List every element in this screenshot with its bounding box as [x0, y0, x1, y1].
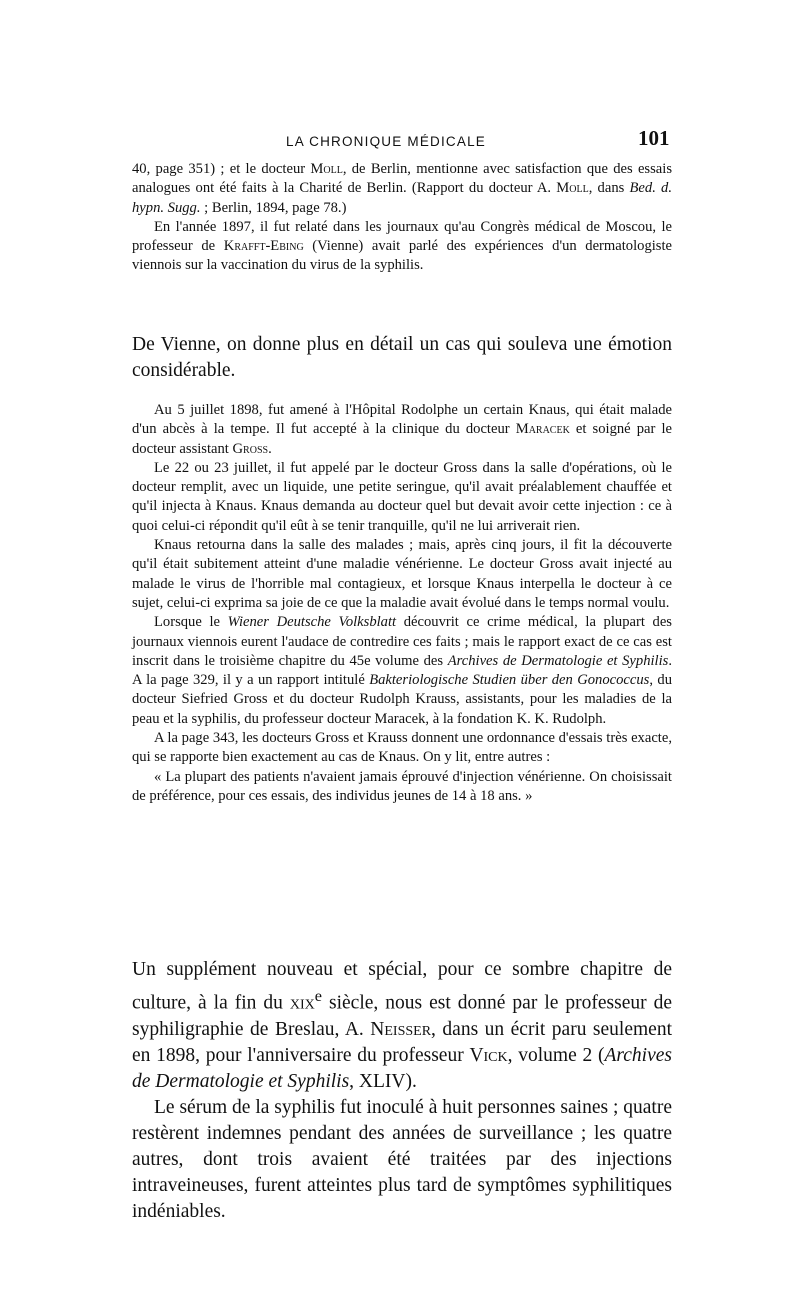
text-run: A la page 343, les docteurs Gross et Krauss donnent une ordonnance d'essais très exacte, qui se rapporte bien exactement au cas de Knaus. On y lit, entre autres :	[132, 730, 672, 766]
knaus-case-paragraphs	[132, 401, 672, 806]
text-run: En l'année 1897, il fut relaté dans les journaux qu'au Congrès médical de Moscou, le professeur de	[132, 218, 672, 255]
text-run: .	[268, 440, 272, 457]
italic-run: Wiener Deutsche Volksblatt	[227, 614, 397, 631]
text-run: siècle, nous est donné par le professeur de syphiligraphie de Breslau, A.	[132, 992, 673, 1040]
paragraph	[132, 459, 672, 536]
small-caps-run: Krafft-Ebing	[223, 238, 304, 255]
paragraph	[132, 536, 672, 613]
italic-run: Archives de Dermatologie et Syphilis	[447, 652, 669, 669]
neisser-section	[132, 957, 672, 1225]
quote-paragraph	[132, 768, 672, 807]
text-run: Knaus retourna dans la salle des malades ; mais, après cinq jours, il fit la découverte qu'il était subitement atteint d'une maladie vénérienne. Le docteur Gross avait injecté au malade le virus de l'horrible mal contagieux, et lorsque Knaus interpella le docteur à ce sujet, celui-ci exprima sa joie de ce que la maladie avait évolué dans le temps normal voulu.	[132, 537, 672, 611]
text-run: « La plupart des patients n'avaient jamais éprouvé d'injection vénérienne. On choisissait de préférence, pour ces essais, des individus jeunes de 14 à 18 ans. »	[132, 768, 672, 804]
small-caps-run: xix	[289, 992, 315, 1014]
intro-paragraphs	[132, 160, 672, 276]
text-run: Le 22 ou 23 juillet, il fut appelé par le docteur Gross dans la salle d'opérations, où le docteur remplit, avec un liquide, une petite seringue, qu'il avait préalablement chauffée et qu'il injecta à Knaus. Knaus demanda au docteur quel but devait avoir cette injection : ce à quoi celui-ci répondit qu'il eût à se tenir tranquille, qu'il ne lui arriverait rien.	[132, 459, 672, 534]
text-run: et soigné par le docteur assistant	[132, 421, 672, 457]
text-run: Le sérum de la syphilis fut inoculé à huit personnes saines ; quatre restèrent indemnes pendant des années de surveillance ; les quatre autres, dont trois avaient été traitées par des injections intraveineuses, furent atteintes plus tard de symptômes syphilitiques indéniables.	[132, 1096, 672, 1222]
text-run: ; Berlin, 1894, page 78.)	[200, 199, 347, 216]
small-caps-run: Gross	[232, 440, 269, 457]
text-run: Un supplément nouveau et spécial, pour ce sombre chapitre de culture, à la fin du	[132, 959, 672, 1014]
text-run: Lorsque le	[154, 614, 228, 631]
small-caps-run: Moll	[310, 161, 343, 177]
lead-paragraph	[132, 957, 672, 1095]
small-caps-run: Maracek	[515, 421, 570, 438]
small-caps-run: Vick	[469, 1044, 508, 1066]
superscript-run: e	[314, 987, 323, 1005]
page-number: 101	[638, 126, 670, 150]
text-run: (Vienne) avait parlé des expériences d'un dermatologiste viennois sur la vaccination du virus de la syphilis.	[132, 238, 673, 274]
text-run: découvrit ce crime médical, la plupart des journaux viennois eurent l'audace de contredire ces faits ; mais le rapport exact de ce cas est inscrit dans le troisième chapitre du 45e volume des	[132, 614, 672, 669]
running-header	[286, 126, 670, 156]
text-run: , de Berlin, mentionne avec satisfaction que des essais analogues ont été faits à la Charité de Berlin. (Rapport du docteur A.	[132, 161, 672, 197]
italic-run: Bed. d. hypn. Sugg.	[132, 180, 673, 216]
text-run: . A la page 329, il y a un rapport intitulé	[132, 652, 672, 689]
paragraph	[132, 160, 672, 218]
text-run: , dans un écrit paru seulement en 1898, pour l'anniversaire du professeur	[132, 1018, 672, 1066]
paragraph	[132, 613, 672, 729]
text-run: , du docteur Siefried Gross et du docteur Rudolph Krauss, assistants, pour les maladies de la peau et la syphilis, du professeur docteur Maracek, à la fondation K. K. Rudolph.	[132, 672, 672, 727]
paragraph	[132, 729, 672, 768]
italic-run: Archives de Dermatologie et Syphilis	[132, 1044, 672, 1092]
small-caps-run: Neisser	[370, 1018, 432, 1040]
text-run: 40, page 351) ; et le docteur	[132, 161, 311, 177]
text-run: , volume 2 (	[507, 1044, 605, 1066]
lead-paragraph: De Vienne, on donne plus en détail un cas qui souleva une émotion considérable.	[132, 334, 672, 381]
italic-run: Bakteriologische Studien über den Gonococcus	[369, 672, 650, 689]
paragraph	[132, 401, 672, 459]
text-run: , XLIV).	[349, 1070, 417, 1092]
section-lead-vienne	[132, 332, 672, 384]
text-run: Au 5 juillet 1898, fut amené à l'Hôpital Rodolphe un certain Knaus, qui était malade d'un abcès à la tempe. Il fut accepté à la clinique du docteur	[132, 402, 672, 438]
small-caps-run: Moll	[556, 180, 589, 197]
running-title: LA CHRONIQUE MÉDICALE	[286, 134, 486, 149]
text-run: , dans	[588, 180, 630, 197]
paragraph	[132, 218, 672, 276]
lead-paragraph	[132, 1095, 672, 1225]
